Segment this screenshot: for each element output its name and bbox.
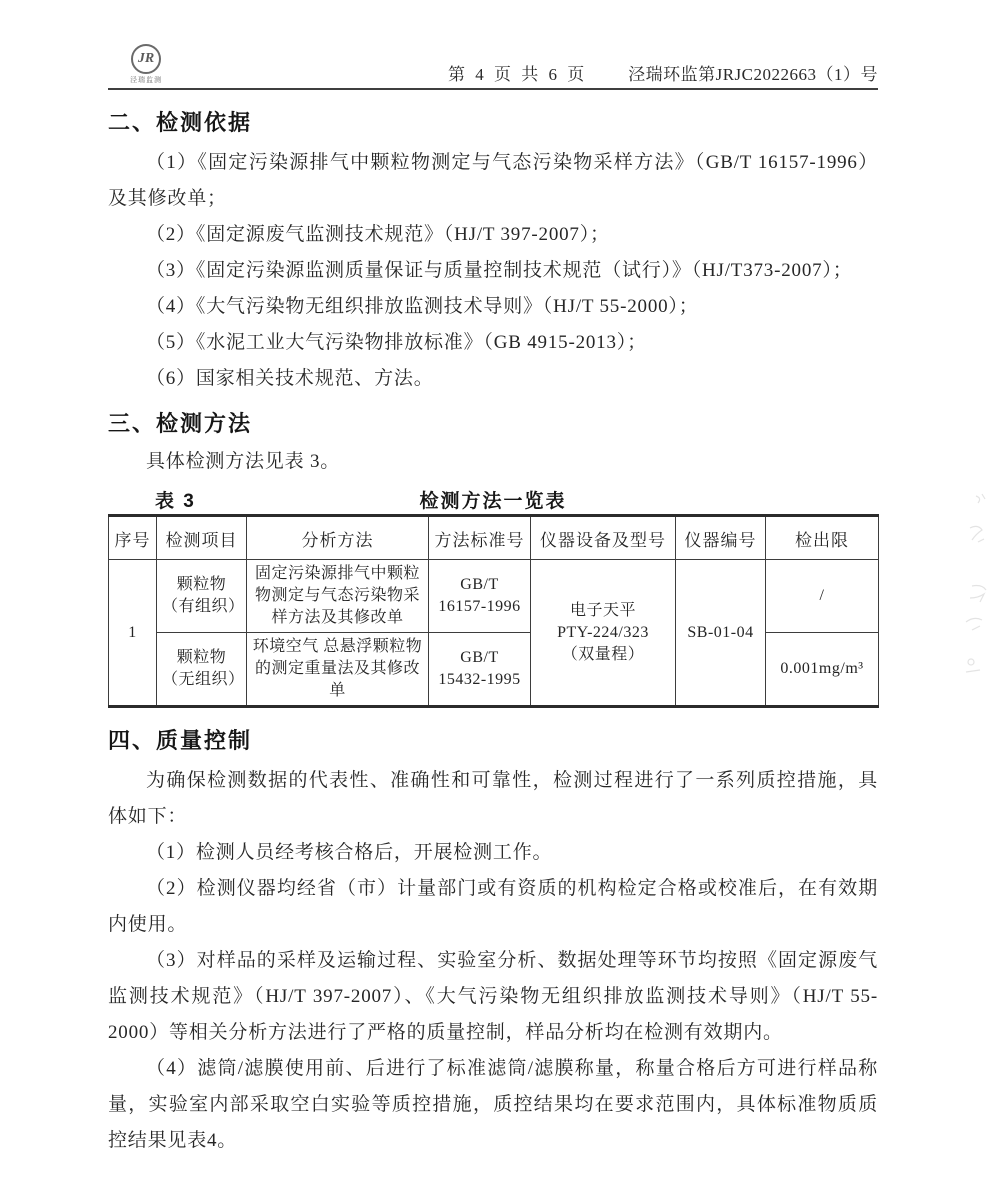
cell-item-line: （无组织） [162, 671, 245, 688]
cell-item-line: 颗粒物 [176, 649, 227, 666]
method-intro: 具体检测方法见表 3。 [146, 451, 341, 472]
col-header-standard: 方法标准号 [429, 516, 531, 560]
basis-item: （6）国家相关技术规范、方法。 [146, 368, 434, 389]
cell-standard-line: 15432-1995 [438, 671, 521, 688]
logo-caption: 泾瑞监测 [130, 76, 162, 84]
basis-item: （3）《固定污染源监测质量保证与质量控制技术规范（试行）》（HJ/T373-2007）； [146, 260, 853, 281]
page-number-info: 第 4 页 共 6 页 [448, 65, 588, 84]
basis-item: （4）《大气污染物无组织排放监测技术导则》（HJ/T 55-2000）； [146, 296, 699, 317]
cell-standard [429, 633, 531, 707]
cell-standard-line: 16157-1996 [438, 598, 521, 615]
table-label: 表 3 [155, 491, 196, 512]
cell-standard-line: GB/T [460, 576, 499, 593]
cell-item-line: （有组织） [162, 598, 245, 615]
cell-method: 环境空气 总悬浮颗粒物的测定重量法及其修改单 [247, 633, 429, 707]
col-header-instrument-no: 仪器编号 [676, 516, 766, 560]
cell-standard-line: GB/T [460, 649, 499, 666]
cell-method: 固定污染源排气中颗粒物测定与气态污染物采样方法及其修改单 [247, 560, 429, 633]
cell-instrument [531, 560, 676, 707]
col-header-item: 检测项目 [157, 516, 247, 560]
qc-paragraph: （1）检测人员经考核合格后，开展检测工作。 [146, 842, 553, 863]
col-header-method: 分析方法 [247, 516, 429, 560]
cell-limit: 0.001mg/m³ [766, 633, 879, 707]
basis-item: （5）《水泥工业大气污染物排放标准》（GB 4915-2013）； [146, 332, 647, 353]
document-number: 泾瑞环监第JRJC2022663（1）号 [628, 65, 878, 84]
cell-seq: 1 [109, 560, 157, 707]
cell-instrument-line: 电子天平 [569, 601, 636, 619]
logo-monogram: JR [137, 51, 155, 66]
qc-paragraph: 为确保检测数据的代表性、准确性和可靠性，检测过程进行了一系列质控措施，具体如下： [108, 770, 878, 827]
cell-instrument-line: PTY-224/323 [557, 623, 649, 641]
cell-instrument-line: （双量程） [561, 645, 645, 663]
basis-item: （2）《固定源废气监测技术规范》（HJ/T 397-2007）； [146, 224, 610, 245]
faint-margin-marks [952, 490, 992, 680]
col-header-instrument: 仪器设备及型号 [531, 516, 676, 560]
page-content [108, 42, 878, 1159]
col-header-seq: 序号 [109, 516, 157, 560]
cell-item-line: 颗粒物 [176, 576, 227, 593]
company-logo [122, 44, 170, 85]
basis-item: （1）《固定污染源排气中颗粒物测定与气态污染物采样方法》（GB/T 16157-1996）及其修改单； [108, 152, 878, 209]
qc-paragraph: （4）滤筒/滤膜使用前、后进行了标准滤筒/滤膜称量，称量合格后方可进行样品称量，实验室内部采取空白实验等质控措施，质控结果均在要求范围内，具体标准物质质控结果见表4。 [108, 1058, 878, 1151]
table-header-row [109, 516, 879, 560]
cell-item [157, 633, 247, 707]
cell-item [157, 560, 247, 633]
table-row [109, 560, 879, 633]
qc-paragraph: （2）检测仪器均经省（市）计量部门或有资质的机构检定合格或校准后，在有效期内使用。 [108, 878, 878, 935]
cell-instrument-no: SB-01-04 [676, 560, 766, 707]
section-title-qc: 四、质量控制 [108, 728, 253, 753]
methods-table [108, 514, 879, 708]
table-title: 检测方法一览表 [419, 491, 567, 512]
cell-standard [429, 560, 531, 633]
table-caption [108, 484, 878, 514]
section-title-basis: 二、检测依据 [108, 110, 253, 135]
page-header [108, 42, 878, 90]
col-header-limit: 检出限 [766, 516, 879, 560]
cell-limit: / [766, 560, 879, 633]
section-title-method: 三、检测方法 [108, 411, 253, 436]
qc-paragraph: （3）对样品的采样及运输过程、实验室分析、数据处理等环节均按照《固定源废气监测技术规范》（HJ/T 397-2007）、《大气污染物无组织排放监测技术导则》（HJ/T 55-2000）等相关分析方法进行了严格的质量控制，样品分析均在检测有效期内。 [108, 950, 878, 1043]
logo-monogram-icon [131, 44, 161, 74]
